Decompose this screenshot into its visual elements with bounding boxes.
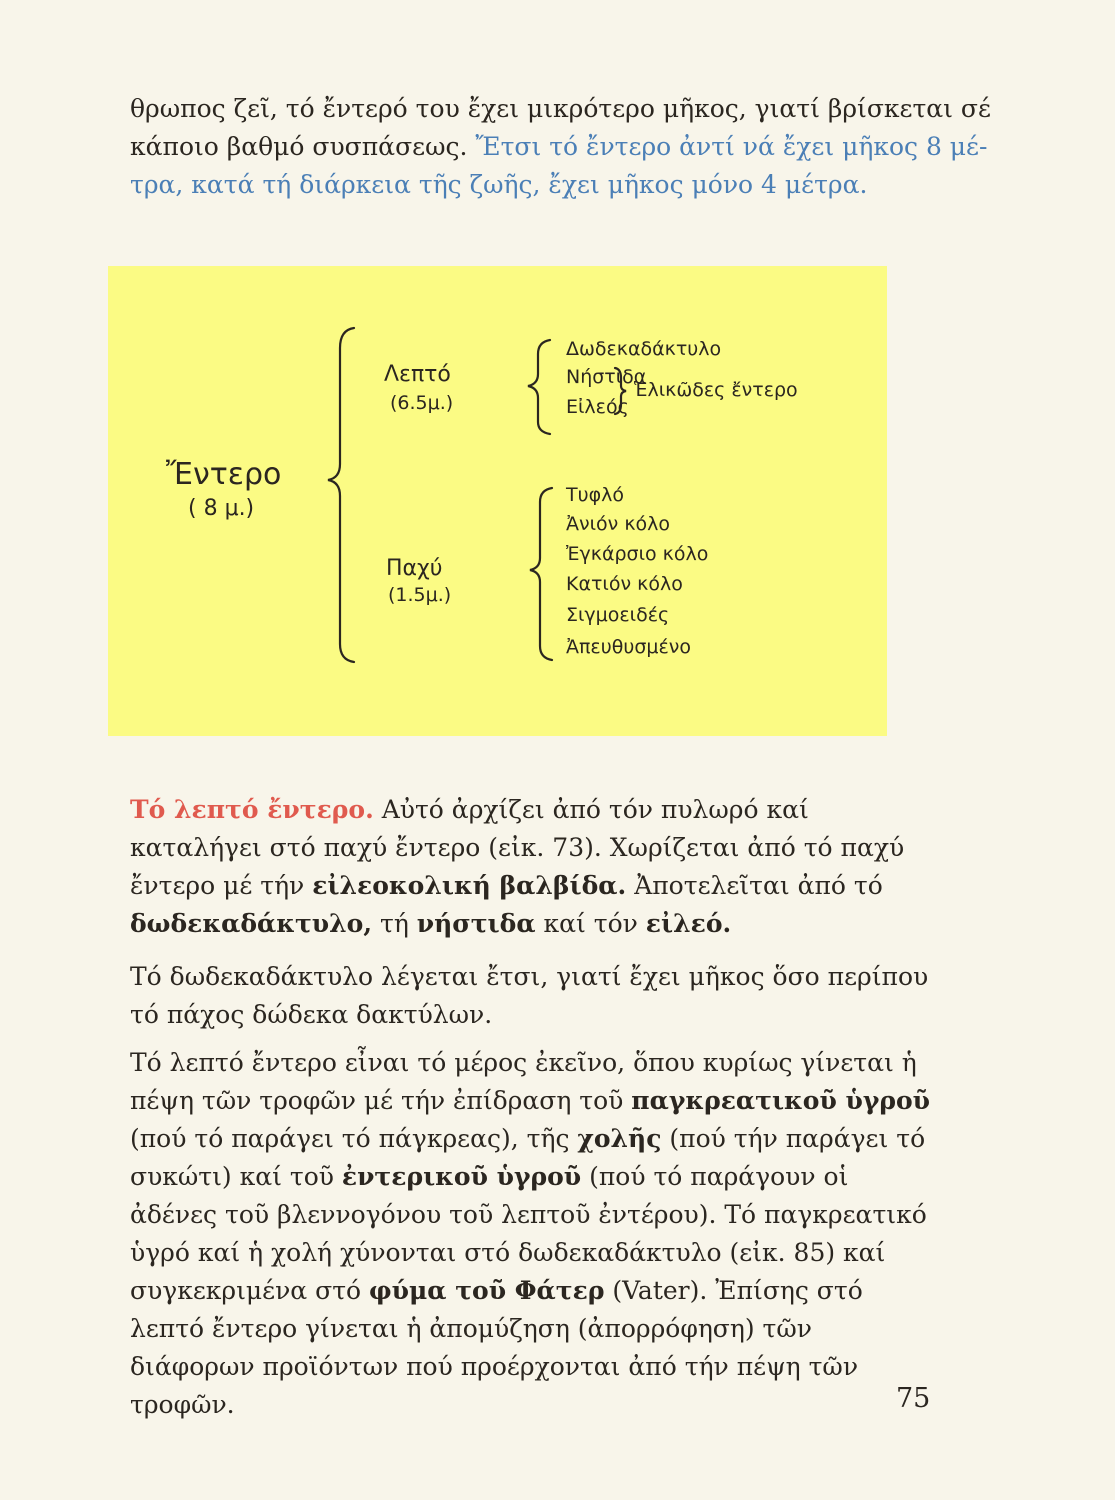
p1-term-valve: εἰλεοκολική βαλβίδα. (312, 871, 627, 900)
p3-text-2: (πού τό παράγει τό πάγκρεας), τῆς (130, 1124, 578, 1153)
root-label: Ἔντερο (166, 457, 282, 492)
p3-term-intestinal: ἐντερικοῦ ὑγροῦ (341, 1162, 582, 1191)
intestine-diagram (108, 266, 887, 736)
thick-size: (1.5μ.) (388, 584, 452, 606)
intro-line-1: θρωπος ζεῖ, τό ἔντερό του ἔχει μικρότερο μῆκος, γιατί βρίσκεται σέ (130, 94, 991, 123)
thick-brace (530, 488, 552, 660)
intro-line-3: τρα, κατά τή διάρκεια τῆς ζωῆς, ἔχει μῆκος μόνο 4 μέτρα. (130, 170, 868, 199)
thin-size: (6.5μ.) (390, 392, 454, 414)
thin-brace (528, 340, 550, 434)
intro-paragraph (130, 90, 991, 204)
thin-part-1: Δωδεκαδάκτυλο (566, 338, 722, 360)
thick-part-5: Σιγμοειδές (566, 604, 670, 626)
p1-text-3: τή (372, 909, 417, 938)
p1-term-duodenum: δωδεκαδάκτυλο, (130, 909, 373, 938)
thick-part-2: Ἀνιόν κόλο (566, 513, 671, 535)
thin-part-2: Νήστιδα (566, 366, 647, 388)
thin-label: Λεπτό (384, 362, 451, 387)
p1-text-1: Αὐτό ἀρχίζει ἀπό τόν πυλωρό καί καταλήγει στό παχύ ἔντερο (εἰκ. 73). Χωρίζεται ἀπό τό παχύ ἔντερο μέ τήν (130, 795, 905, 900)
p1-text-4: καί τόν (535, 909, 646, 938)
p3-text-4: (πού τό παράγουν οἱ ἀδένες τοῦ βλεννογόνου τοῦ λεπτοῦ ἐντέρου). Τό παγκρεατικό ὑγρό καί ἡ χολή χύνονται στό δωδεκαδάκτυλο (εἰκ. 85) καί συγκεκριμένα στό (130, 1162, 927, 1305)
thick-part-3: Ἐγκάρσιο κόλο (566, 543, 709, 565)
p1-term-ileum: εἰλεό. (645, 909, 732, 938)
paragraph-digestion (130, 1044, 930, 1424)
root-size: ( 8 μ.) (188, 496, 255, 521)
p3-term-pancreatic: παγκρεατικοῦ ὑγροῦ (631, 1086, 931, 1115)
p1-term-jejunum: νήστιδα (416, 909, 536, 938)
thick-part-1: Τυφλό (566, 484, 625, 506)
p1-text-2: Ἀποτελεῖται ἀπό τό (626, 871, 883, 900)
p3-text-5: (Vater). Ἐπίσης στό λεπτό ἔντερο γίνεται ἡ ἀπομύζηση (ἀπορρόφηση) τῶν διάφορων προϊόντων πού προέρχονται ἀπό τήν πέψη τῶν τροφῶν. (130, 1276, 863, 1419)
p3-text-3: (πού τήν παράγει τό συκώτι) καί τοῦ (130, 1124, 926, 1191)
intro-line-2-dark: κάποιο βαθμό συσπάσεως. (130, 132, 476, 161)
p3-term-vater: φύμα τοῦ Φάτερ (369, 1276, 605, 1305)
p3-term-bile: χολῆς (577, 1124, 662, 1153)
thick-part-6: Ἀπευθυσμένο (566, 636, 691, 658)
intro-line-2-blue: Ἔτσι τό ἔντερο ἀντί νά ἔχει μῆκος 8 μέ- (475, 132, 988, 161)
thin-group-label: Ἑλικῶδες ἔντερο (634, 379, 798, 401)
paragraph-duodenum: Τό δωδεκαδάκτυλο λέγεται ἔτσι, γιατί ἔχει μῆκος ὅσο περίπου τό πάχος δώδεκα δακτύλων. (130, 962, 929, 1029)
page-number: 75 (896, 1383, 931, 1414)
thin-part-3: Εἰλεός (566, 396, 629, 418)
thick-part-4: Κατιόν κόλο (566, 573, 683, 595)
main-brace (328, 328, 354, 662)
paragraph-small-intestine (130, 791, 930, 943)
intro-line-2 (130, 128, 988, 166)
section-heading: Τό λεπτό ἔντερο. (130, 795, 374, 824)
p3-text-1: Τό λεπτό ἔντερο εἶναι τό μέρος ἐκεῖνο, ὅπου κυρίως γίνεται ἡ πέψη τῶν τροφῶν μέ τήν ἐπίδραση τοῦ (130, 1048, 917, 1115)
thick-label: Παχύ (386, 556, 443, 581)
